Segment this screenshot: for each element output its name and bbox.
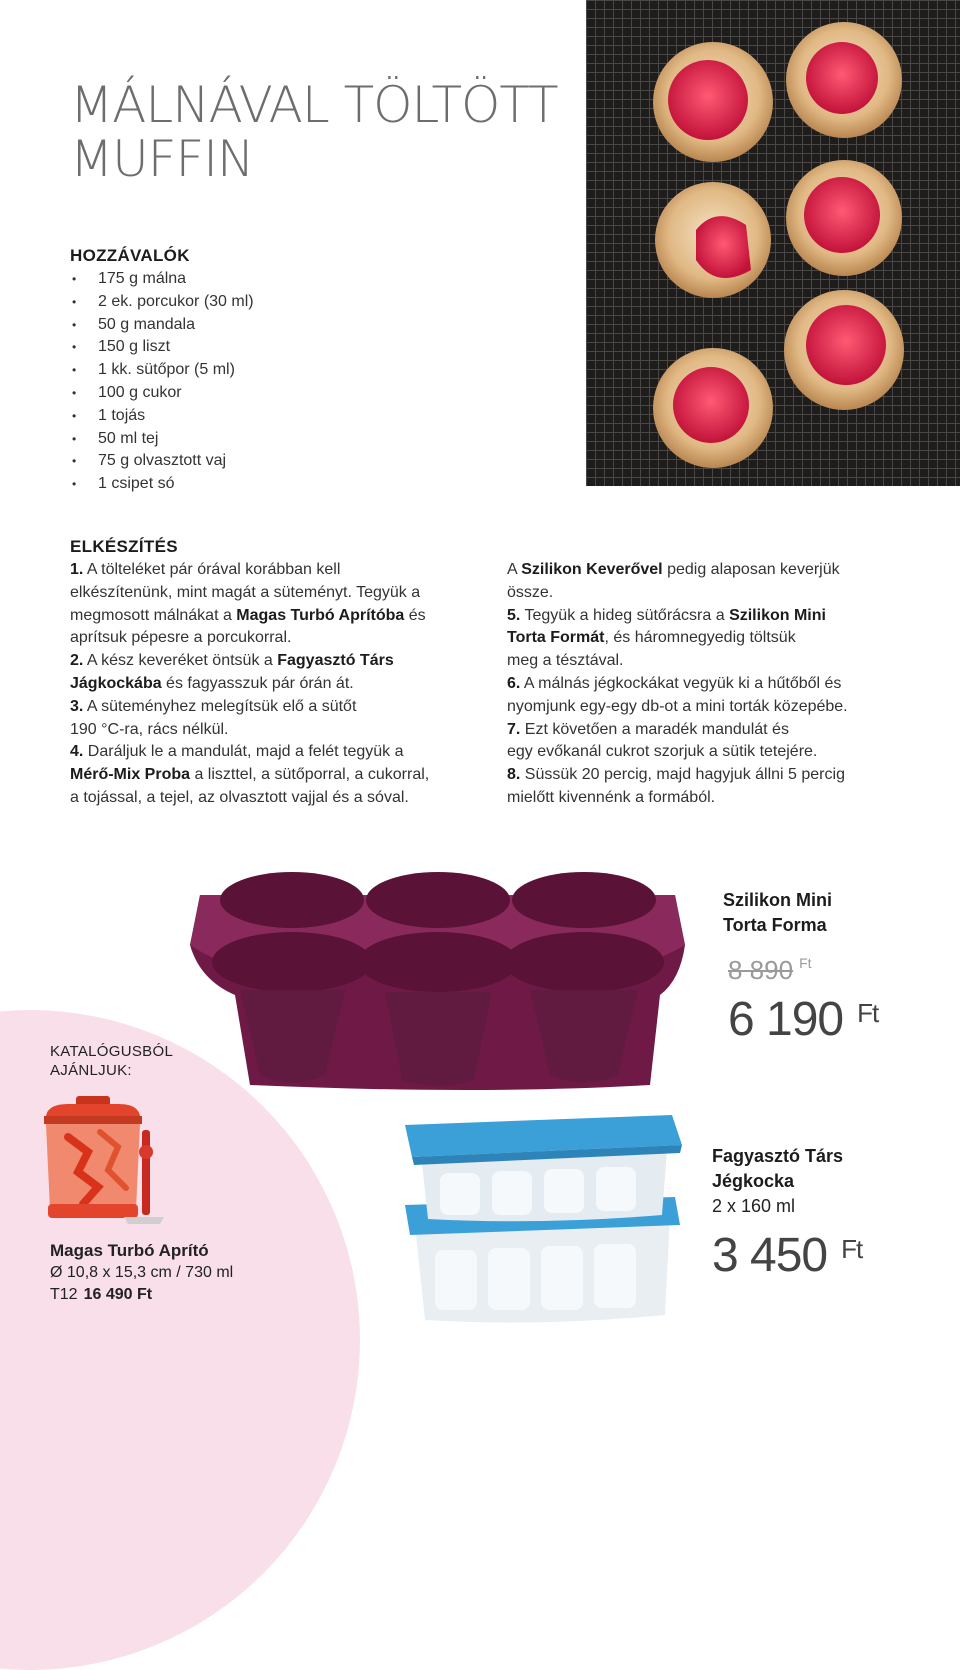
step-line: megmosott málnákat a Magas Turbó Aprítóba és xyxy=(70,606,426,624)
muffin-2 xyxy=(786,22,902,138)
step-line: Jágkockába és fagyasszuk pár órán át. xyxy=(70,674,354,692)
muffin-4 xyxy=(786,160,902,276)
product-mention: Magas Turbó Aprítóba xyxy=(236,606,405,624)
step-line: 190 °C-ra, rács nélkül. xyxy=(70,720,229,738)
list-item: • 1 tojás xyxy=(70,405,254,428)
chopper-product-info xyxy=(50,1240,233,1306)
list-item: • 175 g málna xyxy=(70,268,254,291)
preparation-column-1 xyxy=(70,559,490,810)
icecube-size: 2 x 160 ml xyxy=(712,1196,796,1216)
recommend-label: KATALÓGUSBÓL AJÁNLJUK: xyxy=(50,1043,174,1079)
step-line: 2. A kész keveréket öntsük a Fagyasztó Társ xyxy=(70,652,394,670)
muffin-photo xyxy=(586,0,960,486)
product-mention: Mérő-Mix Proba xyxy=(70,766,191,784)
turbo-chopper-image xyxy=(38,1092,168,1227)
product-mention: Szilikon Keverővel xyxy=(521,561,663,578)
step-line: mielőtt kivennénk a formából. xyxy=(507,788,716,806)
step-line: A Szilikon Keverővel pedig alaposan keverjük xyxy=(507,561,840,578)
list-item: • 50 ml tej xyxy=(70,428,254,451)
step-line: 6. A málnás jégkockákat vegyük ki a hűtőből és xyxy=(507,674,842,692)
title-line-1: MÁLNÁVAL TÖLTÖTT xyxy=(70,76,558,134)
step-line: Torta Formát, és háromnegyedig töltsük xyxy=(507,629,796,647)
icecube-product-name: Fagyasztó Társ Jégkocka xyxy=(712,1146,844,1191)
step-line: 3. A süteményhez melegítsük elő a sütőt xyxy=(70,697,357,715)
step-line: aprítsuk pépesre a porcukorral. xyxy=(70,629,292,647)
product-mention: Jágkockába xyxy=(70,674,162,692)
step-line: össze. xyxy=(507,583,554,601)
step-line: elkészítenünk, mint magát a süteményt. Tegyük a xyxy=(70,583,421,601)
product-mention: Szilikon Mini xyxy=(729,606,826,624)
muffin-photo-illustration xyxy=(586,0,960,486)
list-item: • 50 g mandala xyxy=(70,314,254,337)
muffin-1 xyxy=(653,42,773,162)
product-mention: Fagyasztó Társ xyxy=(277,652,394,670)
list-item: • 1 csipet só xyxy=(70,473,254,496)
list-item: • 75 g olvasztott vaj xyxy=(70,450,254,473)
mold-price: 6 190 $^{Ft}$ xyxy=(728,993,879,1046)
ingredients-list xyxy=(70,268,254,496)
step-line: 5. Tegyük a hideg sütőrácsra a Szilikon Mini xyxy=(507,606,826,624)
mold-product-name: Szilikon Mini Torta Forma xyxy=(723,890,833,935)
mold-old-price: 8 890 $^{Ft}$ xyxy=(728,955,812,985)
step-line: a tojással, a tejel, az olvasztott vajjal és a sóval. xyxy=(70,788,409,806)
step-line: egy evőkanál cukrot szorjuk a sütik tetejére. xyxy=(507,743,818,761)
chopper-code-price: T12 16 490 Ft xyxy=(50,1286,153,1303)
list-item: • 100 g cukor xyxy=(70,382,254,405)
list-item: • 150 g liszt xyxy=(70,336,254,359)
muffin-5 xyxy=(784,290,904,410)
chopper-product-name: Magas Turbó Aprító xyxy=(50,1241,209,1260)
recipe-title xyxy=(70,78,570,186)
title-line-2: MUFFIN xyxy=(70,130,254,188)
product-mention: Torta Formát xyxy=(507,629,605,647)
preparation-heading: ELKÉSZÍTÉS xyxy=(70,537,178,556)
silicone-muffin-mold-image xyxy=(180,870,695,1095)
icecube-price: 3 450 $^{Ft}$ xyxy=(712,1229,863,1282)
muffin-6 xyxy=(653,348,773,468)
step-line: 8. Süssük 20 percig, majd hagyjuk állni 5 percig xyxy=(507,766,845,784)
step-line: 1. A tölteléket pár órával korábban kell xyxy=(70,561,341,578)
list-item: • 1 kk. sütőpor (5 ml) xyxy=(70,359,254,382)
list-item: • 2 ek. porcukor (30 ml) xyxy=(70,291,254,314)
step-line: nyomjunk egy-egy db-ot a mini torták közepébe. xyxy=(507,697,848,715)
step-line: Mérő-Mix Proba a liszttel, a sütőporral, a cukorral, xyxy=(70,766,430,784)
step-line: meg a tésztával. xyxy=(507,652,624,670)
step-line: 4. Daráljuk le a mandulát, majd a felét tegyük a xyxy=(70,743,404,761)
step-line: 7. Ezt követően a maradék mandulát és xyxy=(507,720,789,738)
muffin-3 xyxy=(655,182,771,298)
ingredients-heading: HOZZÁVALÓK xyxy=(70,246,190,265)
ice-cube-tray-image xyxy=(400,1115,685,1330)
preparation-column-2 xyxy=(507,559,927,810)
chopper-dimensions: Ø 10,8 x 15,3 cm / 730 ml xyxy=(50,1264,234,1281)
